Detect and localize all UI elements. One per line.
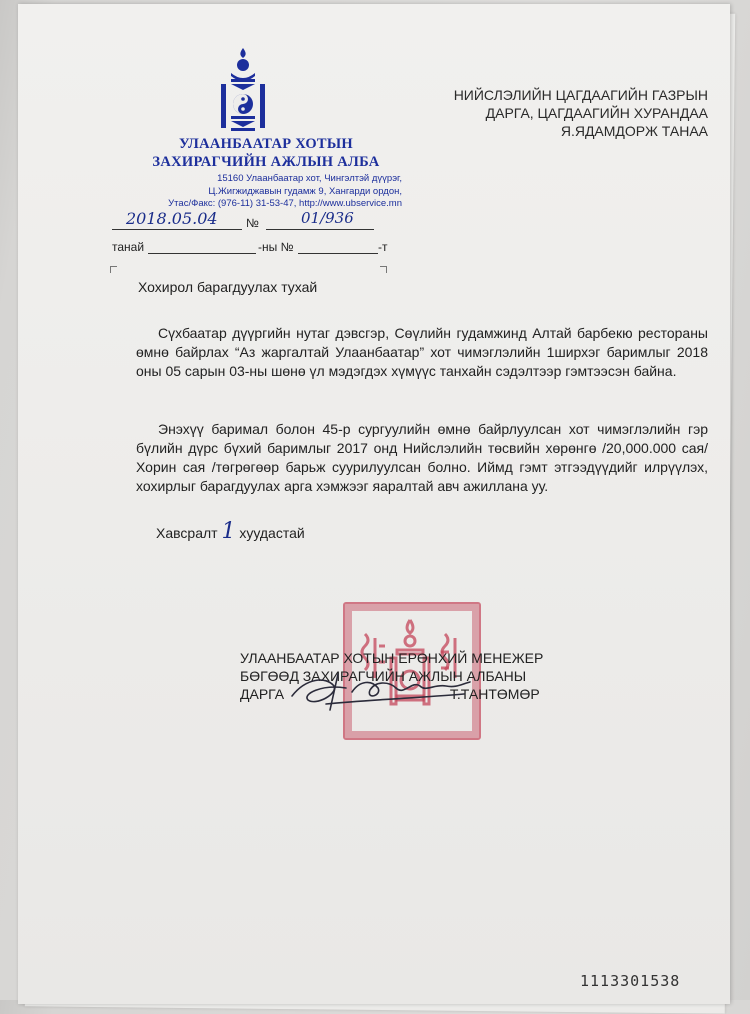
number-label: № [246, 216, 259, 230]
attachment-line [156, 519, 305, 544]
address-line2: Ц.Жигжиджавын гудамж 9, Хангарди ордон, [208, 185, 402, 197]
body-paragraph-1: Сүхбаатар дүүргийн нутаг дэвсгэр, Сөүлийн гудамжинд Алтай барбекю рестораны өмнө байрлах “Аз жаргалтай Улаанбаатар” хот чимэглэлийн 1ширхэг баримлыг 2018 оны 05 сарын 03-ны шөнө үл мэдэгдэх хүмүүс танхайн сэдэлтээр гэмтээсэн байна. [136, 325, 708, 379]
organization-name [126, 135, 406, 171]
signatory-line1: УЛААНБААТАР ХОТЫН ЕРӨНХИЙ МЕНЕЖЕР [240, 650, 544, 666]
recipient-line2: ДАРГА, ЦАГДААГИЙН ХУРАНДАА [485, 105, 708, 121]
number-rule [266, 229, 374, 230]
signatory-line2: БӨГӨӨД ЗАХИРАГЧИЙН АЖЛЫН АЛБАНЫ [240, 668, 527, 684]
org-name-line1: УЛААНБААТАР ХОТЫН [178, 136, 354, 152]
letter-date: 2018.05.04 [126, 209, 218, 228]
contact-line: Утас/Факс: (976-11) 31-53-47, http://www.ubservice.mn [168, 198, 402, 209]
handwritten-signature [286, 666, 476, 714]
reply-rule-2 [298, 253, 378, 254]
letter-number: 01/936 [301, 209, 354, 227]
corner-mark-right [380, 266, 387, 273]
letter-subject: Хохирол барагдуулах тухай [138, 279, 318, 295]
attachment-count: 1 [221, 519, 236, 544]
date-rule [112, 229, 242, 230]
attachment-suffix: хуудастай [239, 525, 305, 541]
reply-prefix: танай [112, 240, 145, 254]
recipient-line3: Я.ЯДАМДОРЖ ТАНАА [560, 123, 708, 139]
reply-rule-1 [148, 253, 256, 254]
recipient-line1: НИЙСЛЭЛИЙН ЦАГДААГИЙН ГАЗРЫН [453, 87, 708, 103]
soyombo-emblem-icon [218, 46, 268, 132]
signatory-name: Т.ТАНТӨМӨР [449, 686, 540, 702]
reply-mid: -ны № [258, 240, 294, 254]
org-name-line2: ЗАХИРАГЧИЙН АЖЛЫН АЛБА [152, 154, 380, 170]
body-paragraph-2: Энэхүү баримал болон 45-р сургуулийн өмнө байрлуулсан хот чимэглэлийн гэр бүлийн дүрс бүхий баримлыг 2017 онд Нийслэлийн төсвийн хөрөнгө /20,000.000 сая/ Хорин сая /төгрөгөөр барьж суурилуулсан болно. Иймд гэмт этгээдүүдийг илрүүлэх, хохирлыг барагдуулах арга хэмжээг яаралтай авч ажиллана уу. [136, 421, 708, 494]
reply-suffix: -т [378, 240, 388, 254]
recipient-block [428, 86, 708, 140]
attachment-prefix: Хавсралт [156, 525, 218, 541]
letter-page [18, 4, 730, 1004]
corner-mark-left [110, 266, 117, 273]
document-serial-number: 1113301538 [580, 972, 681, 990]
address-line1: 15160 Улаанбаатар хот, Чингэлтэй дүүрэг, [217, 173, 402, 184]
signatory-title: ДАРГА [240, 686, 285, 702]
organization-contact [126, 173, 402, 211]
